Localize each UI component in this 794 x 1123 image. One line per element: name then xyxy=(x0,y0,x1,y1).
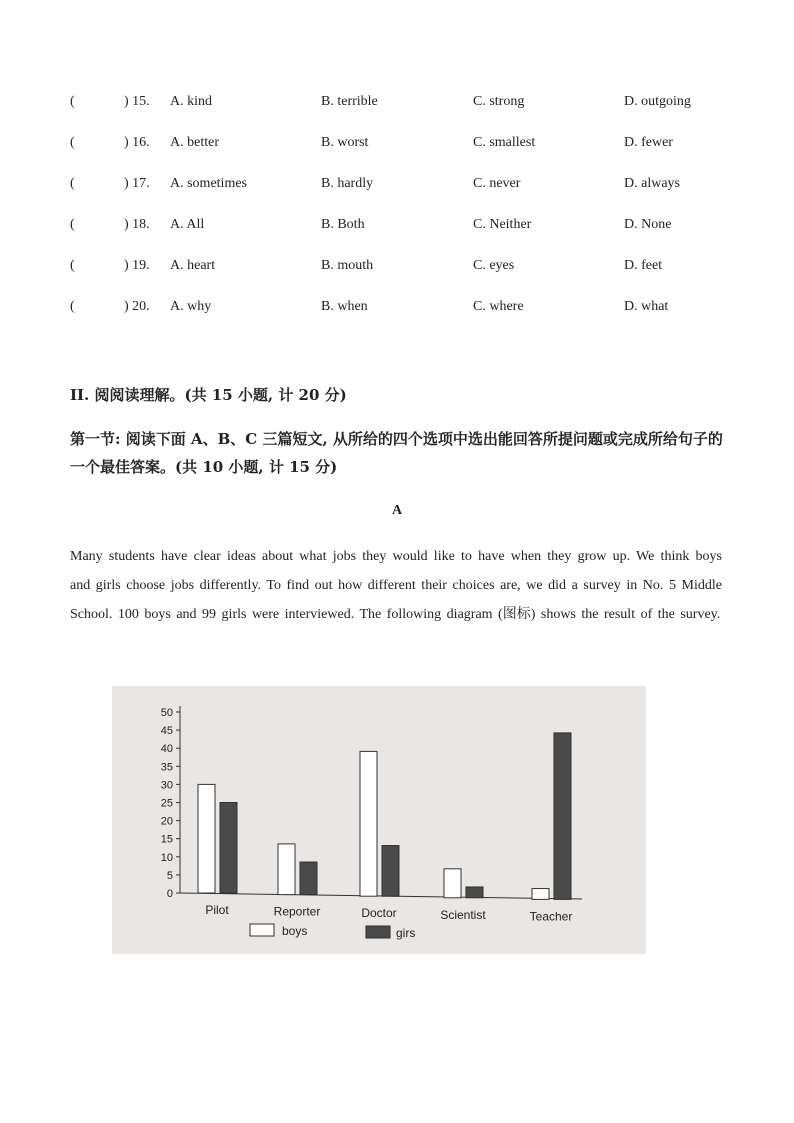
bar-boys-scientist xyxy=(444,869,461,898)
y-tick-label: 20 xyxy=(160,815,173,828)
y-tick-label: 15 xyxy=(160,833,173,846)
option-a[interactable]: A. All xyxy=(170,217,205,232)
option-a[interactable]: A. kind xyxy=(170,94,212,109)
category-label-scientist: Scientist xyxy=(440,907,486,922)
bar-girs-doctor xyxy=(382,846,399,897)
question-row xyxy=(70,299,730,340)
answer-blank[interactable] xyxy=(90,258,124,299)
y-tick-label: 0 xyxy=(166,888,173,900)
section-title: II. 阅阅读理解。(共 15 小题, 计 20 分) xyxy=(70,386,347,404)
y-tick-label: 30 xyxy=(160,779,173,792)
option-b[interactable]: B. worst xyxy=(321,135,369,150)
bar-girs-reporter xyxy=(300,862,317,895)
question-row xyxy=(70,176,730,217)
option-d[interactable]: D. outgoing xyxy=(624,94,691,109)
option-b[interactable]: B. terrible xyxy=(321,94,378,109)
y-tick-label: 40 xyxy=(160,743,173,756)
y-tick-label: 10 xyxy=(160,851,173,864)
answer-blank-open[interactable]: ( xyxy=(70,258,75,273)
option-d[interactable]: D. feet xyxy=(624,258,663,273)
option-c[interactable]: C. never xyxy=(473,176,521,191)
option-d[interactable]: D. None xyxy=(624,217,672,232)
answer-blank-open[interactable]: ( xyxy=(70,299,75,314)
option-c[interactable]: C. Neither xyxy=(473,217,532,232)
option-a[interactable]: A. heart xyxy=(170,258,216,273)
passage-text: Many students have clear ideas about what jobs they would like to have when they grow up. We think boys and girls choose jobs differently. To find out how different their choices are, we did a survey in No. 5 Middle School. 100 boys and 99 girls were interviewed. The following diagram (图标) shows the result of the survey. xyxy=(70,549,722,622)
bar-boys-reporter xyxy=(278,844,295,895)
option-c[interactable]: C. strong xyxy=(473,94,525,109)
question-row xyxy=(70,94,730,135)
part-instructions: 第一节: 阅读下面 A、B、C 三篇短文, 从所给的四个选项中选出能回答所提问题或完成所给句子的一个最佳答案。(共 10 小题, 计 15 分) xyxy=(70,430,723,476)
legend-label-girls: girs xyxy=(396,926,416,940)
answer-blank-open[interactable]: ( xyxy=(70,94,75,109)
bar-girs-teacher xyxy=(554,733,571,900)
bar-boys-pilot xyxy=(198,784,215,893)
question-row xyxy=(70,258,730,299)
legend-label-boys: boys xyxy=(282,924,308,938)
option-d[interactable]: D. fewer xyxy=(624,135,673,150)
question-number: ) 20. xyxy=(124,299,150,314)
legend-swatch-girls xyxy=(366,926,390,938)
legend-swatch-boys xyxy=(250,924,274,936)
category-label-doctor: Doctor xyxy=(361,906,397,921)
option-b[interactable]: B. when xyxy=(321,299,368,314)
option-d[interactable]: D. always xyxy=(624,176,680,191)
survey-bar-chart xyxy=(112,686,646,954)
answer-blank[interactable] xyxy=(90,135,124,176)
category-label-reporter: Reporter xyxy=(273,904,321,919)
bar-girs-pilot xyxy=(220,803,237,894)
question-row xyxy=(70,217,730,258)
chart-svg xyxy=(112,686,646,954)
answer-blank[interactable] xyxy=(90,176,124,217)
option-b[interactable]: B. mouth xyxy=(321,258,374,273)
answer-blank-open[interactable]: ( xyxy=(70,176,75,191)
option-d[interactable]: D. what xyxy=(624,299,669,314)
y-tick-label: 25 xyxy=(160,797,173,810)
category-label-pilot: Pilot xyxy=(205,903,229,917)
option-c[interactable]: C. smallest xyxy=(473,135,536,150)
passage-label: A xyxy=(391,503,403,518)
answer-blank-open[interactable]: ( xyxy=(70,135,75,150)
answer-blank[interactable] xyxy=(90,299,124,340)
bar-boys-teacher xyxy=(532,889,549,900)
question-number: ) 19. xyxy=(124,258,150,273)
category-label-teacher: Teacher xyxy=(529,909,573,924)
answer-blank-open[interactable]: ( xyxy=(70,217,75,232)
option-a[interactable]: A. sometimes xyxy=(170,176,247,191)
question-number: ) 18. xyxy=(124,217,150,232)
bar-girs-scientist xyxy=(466,887,483,898)
option-b[interactable]: B. Both xyxy=(321,217,365,232)
question-row xyxy=(70,135,730,176)
y-tick-label: 45 xyxy=(160,725,173,738)
question-number: ) 15. xyxy=(124,94,150,109)
multiple-choice-questions xyxy=(70,94,730,340)
question-number: ) 17. xyxy=(124,176,150,191)
y-tick-label: 35 xyxy=(160,761,173,774)
option-a[interactable]: A. why xyxy=(170,299,212,314)
option-c[interactable]: C. eyes xyxy=(473,258,515,273)
bar-boys-doctor xyxy=(360,751,377,896)
option-b[interactable]: B. hardly xyxy=(321,176,374,191)
y-tick-label: 50 xyxy=(160,707,173,719)
y-tick-label: 5 xyxy=(166,869,173,882)
answer-blank[interactable] xyxy=(90,217,124,258)
question-number: ) 16. xyxy=(124,135,150,150)
option-a[interactable]: A. better xyxy=(170,135,219,150)
answer-blank[interactable] xyxy=(90,94,124,135)
x-axis xyxy=(180,893,582,899)
option-c[interactable]: C. where xyxy=(473,299,524,314)
